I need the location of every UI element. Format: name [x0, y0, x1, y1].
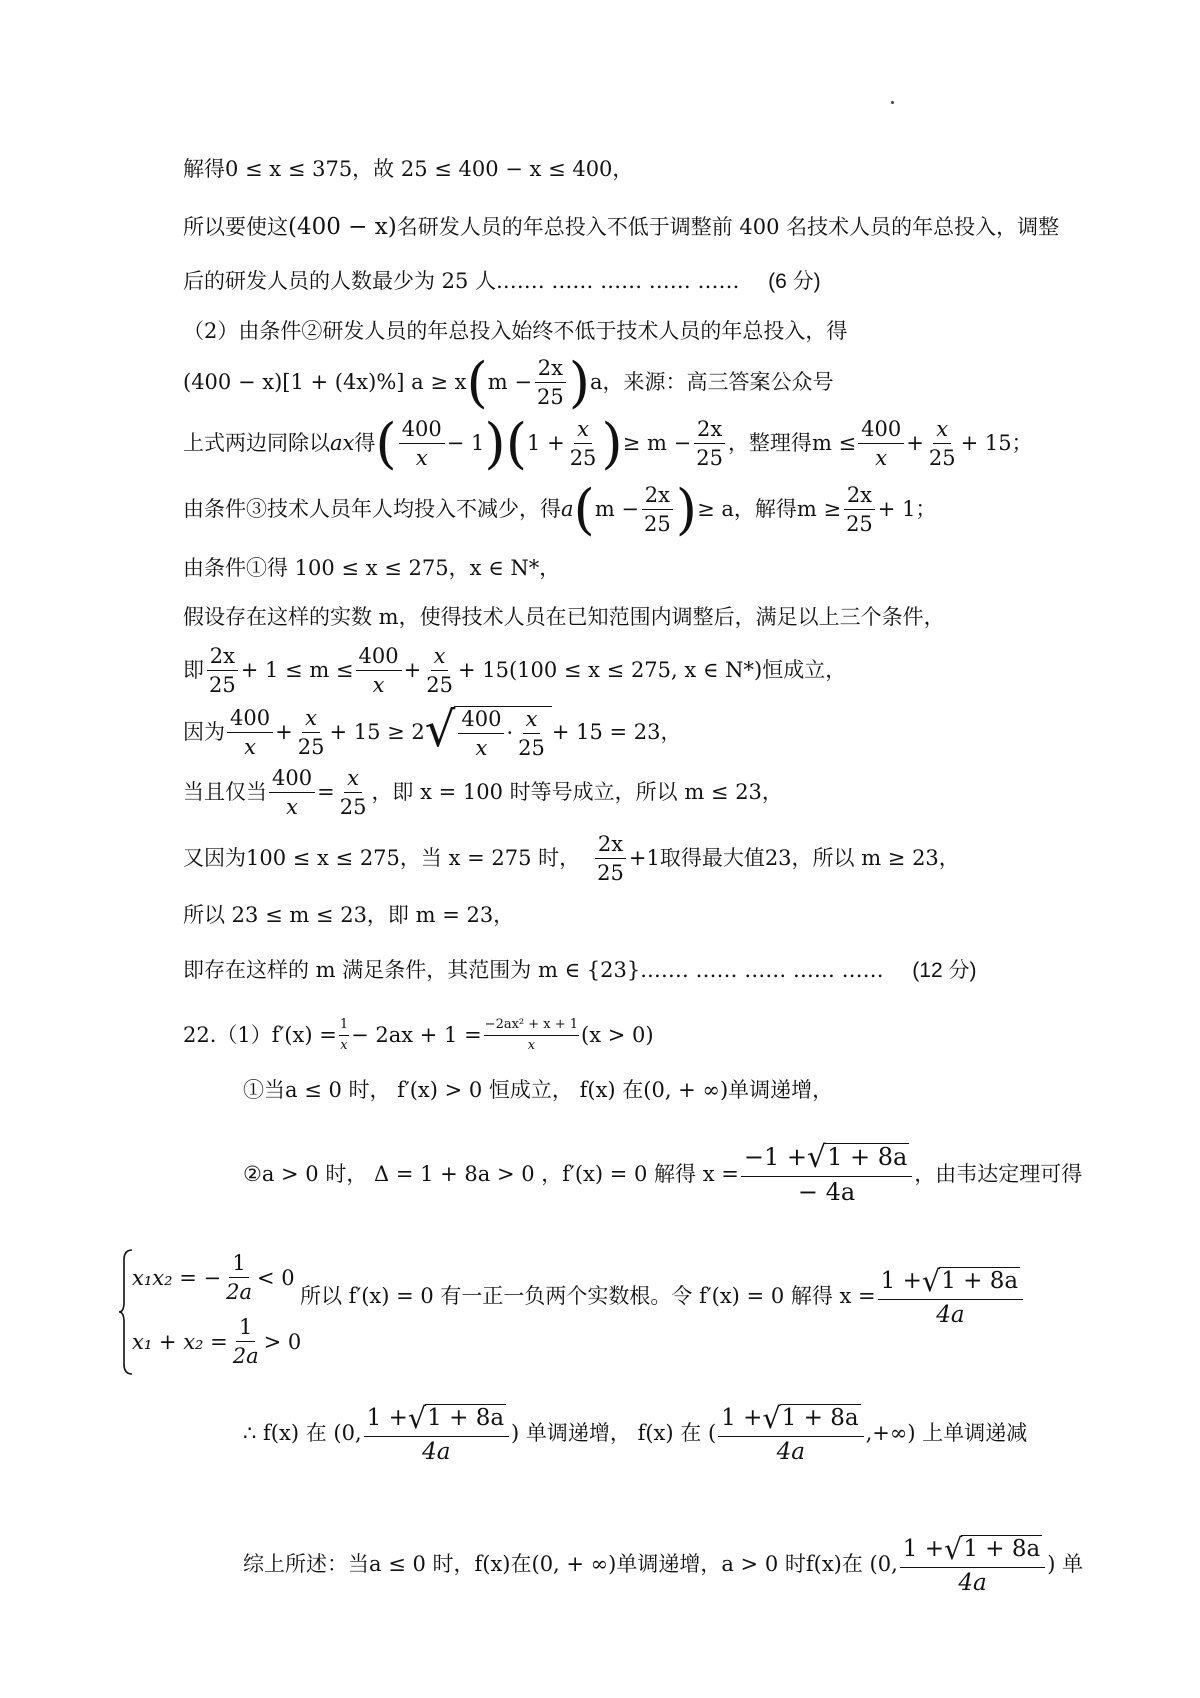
radicand: 1 + 8a	[781, 1405, 859, 1431]
fraction-root-pos	[900, 1532, 1045, 1596]
math-expr: + 15	[457, 658, 509, 683]
math-expr: m −	[487, 370, 532, 395]
numerator: 400	[269, 767, 315, 793]
fraction-2x-25	[843, 484, 876, 535]
fraction-1-2a	[230, 1316, 262, 1367]
text: 当且仅当	[183, 780, 267, 805]
denominator: 25	[569, 446, 597, 471]
line-2	[183, 216, 1059, 239]
text: 即存在这样的 m 满足条件，其范围为 m ∈ {23}.…… …… …… …… ……	[183, 958, 884, 982]
numerator: 1	[339, 1018, 349, 1036]
denominator: 2a	[226, 1280, 252, 1305]
math-expr: < 0	[256, 1265, 295, 1290]
paren-close: )	[568, 349, 591, 414]
denominator: 25	[536, 385, 564, 410]
line-11	[183, 702, 682, 761]
text: ) 单调递增， f(x) 在 (	[511, 1421, 717, 1446]
math-expr: + 15 ≥ 2	[329, 720, 425, 745]
score-12: (12 分)	[912, 959, 977, 982]
paren-close: )	[484, 410, 506, 475]
numerator: 2x	[642, 484, 673, 510]
radical-icon: √	[424, 702, 456, 758]
radicand: 1 + 8a	[941, 1268, 1019, 1294]
numerator: 400	[227, 707, 273, 733]
math-expr: 1 +	[880, 1268, 922, 1295]
numerator: 2x	[694, 418, 725, 444]
numerator: 400	[399, 418, 445, 444]
fraction-400-x	[356, 645, 402, 696]
line-16	[183, 1018, 654, 1052]
denominator: 25	[644, 512, 671, 537]
math-expr: + 15；	[960, 431, 1033, 456]
line-3	[183, 271, 821, 292]
text: +1取得最大值23，所以 m ≥ 23，	[628, 846, 960, 871]
math-expr: + 15 = 23，	[551, 720, 682, 745]
line-12	[183, 767, 783, 818]
equation-product	[132, 1252, 295, 1303]
line-20	[243, 1401, 1028, 1465]
line-1	[183, 159, 633, 180]
denominator: 25	[518, 736, 545, 761]
line-6	[183, 410, 1033, 475]
text: 又因为100 ≤ x ≤ 275，当 x = 275 时，	[183, 846, 581, 871]
denominator: x	[527, 1037, 536, 1053]
denominator: x	[244, 735, 256, 760]
math-expr: x₁ + x₂ =	[132, 1329, 228, 1354]
fraction-root-pos	[718, 1401, 863, 1465]
fraction-400-x	[399, 418, 445, 469]
math-expr: − 2ax + 1 =	[351, 1022, 482, 1047]
fraction-x-25	[567, 418, 600, 469]
denominator: 25	[846, 512, 873, 537]
math-expr: a	[561, 497, 574, 522]
math-expr: +	[275, 720, 293, 745]
line-5	[183, 349, 834, 414]
text: 即	[183, 658, 204, 683]
text: ，整理得	[727, 431, 812, 456]
text: ，由韦达定理可得	[914, 1161, 1083, 1186]
denominator: − 4a	[797, 1178, 856, 1206]
radicand	[454, 706, 552, 759]
math-expr: +	[403, 658, 422, 683]
math-expr: ≥ a	[697, 497, 734, 522]
equation-sum	[132, 1316, 301, 1367]
sqrt-expr	[806, 1140, 909, 1175]
line-7	[183, 476, 937, 541]
math-expr: ≥ m −	[622, 431, 692, 456]
score-6: (6 分)	[768, 270, 821, 293]
numerator: 2x	[207, 645, 238, 671]
paren-open: (	[375, 410, 397, 475]
denominator: x	[875, 446, 888, 471]
fraction-2x-25	[594, 833, 627, 884]
radical-icon: √	[921, 1264, 941, 1298]
paren-open: (	[573, 476, 595, 541]
numerator: −2ax² + x + 1	[484, 1018, 579, 1036]
denominator: 4a	[422, 1438, 451, 1465]
text: 上式两边同除以	[183, 431, 330, 456]
text: 所以要使这	[183, 215, 288, 239]
denominator: x	[372, 673, 385, 698]
paren-close: )	[675, 476, 698, 541]
fraction-quadratic-x	[484, 1018, 579, 1052]
fraction-x-25	[295, 707, 328, 758]
radical-icon: √	[944, 1532, 963, 1566]
text: 由条件①得 100 ≤ x ≤ 275，x ∈ N*，	[183, 556, 561, 580]
numerator: 400	[858, 418, 904, 444]
numerator: 400	[356, 645, 402, 671]
denominator: 4a	[776, 1438, 806, 1465]
numerator	[900, 1532, 1045, 1568]
fraction-root-neg	[741, 1140, 912, 1206]
line-13	[183, 833, 960, 884]
radicand: 1 + 8a	[827, 1143, 908, 1171]
fraction-x-25	[926, 418, 959, 469]
fraction-root-pos	[878, 1264, 1023, 1328]
fraction-1-x	[339, 1018, 349, 1052]
sqrt-expr	[407, 1401, 506, 1435]
denominator: 4a	[936, 1301, 965, 1328]
math-expr: 1 +	[902, 1536, 944, 1563]
text: 假设存在这样的实数 m，使得技术人员在已知范围内调整后，满足以上三个条件，	[183, 605, 945, 629]
sqrt-expr	[424, 702, 552, 761]
fraction-400-x	[858, 418, 904, 469]
text: 得	[354, 431, 376, 456]
numerator: x	[933, 418, 951, 444]
numerator	[364, 1401, 509, 1437]
text: 所以 23 ≤ m ≤ 23，即 m = 23，	[183, 903, 515, 927]
line-10	[183, 645, 846, 696]
math-expr: x₁x₂ = −	[132, 1265, 222, 1290]
text: ,+∞) 上单调递减	[865, 1421, 1028, 1446]
math-expr: ax	[330, 431, 355, 456]
line-21	[243, 1532, 1084, 1596]
sqrt-expr	[921, 1264, 1020, 1298]
vieta-system	[118, 1248, 308, 1376]
denominator: 25	[297, 735, 325, 760]
radical-icon: √	[407, 1401, 427, 1435]
math-expr: + 1 ≤ m ≤	[240, 658, 354, 683]
text: 因为	[183, 720, 225, 745]
numerator	[878, 1264, 1023, 1300]
line-4	[183, 321, 847, 342]
text: （2）由条件②研发人员的年总投入始终不低于技术人员的年总投入，得	[183, 319, 848, 343]
math-expr: (400 − x)[1 + (4x)%] a ≥ x	[183, 370, 467, 395]
denominator: x	[286, 795, 298, 820]
math-expr: (400 − x)	[288, 214, 397, 240]
text: ①当a ≤ 0 时， f′(x) > 0 恒成立， f(x) 在(0, + ∞)单调递增，	[243, 1078, 834, 1102]
denominator: 25	[339, 795, 367, 820]
math-expr: 1 +	[721, 1405, 763, 1432]
numerator: x	[302, 707, 320, 733]
numerator: x	[574, 418, 592, 444]
sqrt-expr	[944, 1532, 1042, 1566]
radicand: 1 + 8a	[963, 1536, 1041, 1562]
sqrt-expr	[762, 1401, 860, 1435]
line-15	[183, 960, 976, 981]
numerator: x	[523, 708, 541, 734]
text: 22.（1）f′(x) =	[183, 1022, 337, 1047]
fraction-1-2a	[223, 1252, 255, 1303]
text: 综上所述：当a ≤ 0 时，f(x)在(0, + ∞)单调递增，a > 0 时f(x)在 (0,	[243, 1552, 898, 1577]
paren-open: (	[505, 410, 528, 475]
text: ∴ f(x) 在 (0,	[243, 1421, 362, 1446]
text: 解得0 ≤ x ≤ 375，故 25 ≤ 400 − x ≤ 400，	[183, 157, 634, 181]
math-expr: + 1；	[877, 497, 937, 522]
line-8	[183, 558, 560, 579]
line-14	[183, 905, 514, 926]
text: 后的研发人员的人数最少为 25 人.…… …… …… …… ……	[183, 269, 740, 293]
fraction-400-x	[269, 767, 315, 818]
math-expr: m ≥	[796, 497, 842, 522]
denominator: 25	[696, 446, 723, 471]
text: a，来源：高三答案公众号	[590, 370, 834, 395]
fraction-x-25	[423, 645, 456, 696]
text: ，解得	[733, 497, 797, 522]
math-expr: − 1	[446, 431, 485, 456]
denominator: 25	[597, 861, 624, 886]
math-expr: m −	[594, 497, 640, 522]
fraction-2x-25	[693, 418, 726, 469]
math-expr: =	[317, 780, 335, 805]
fraction-400-x	[458, 708, 504, 759]
numerator	[718, 1401, 863, 1437]
scan-dot	[891, 101, 894, 104]
math-expr: 1 +	[527, 431, 565, 456]
math-expr: +	[906, 431, 924, 456]
math-expr: > 0	[263, 1329, 302, 1354]
numerator: x	[431, 645, 449, 671]
denominator: 25	[928, 446, 956, 471]
text: ) 单	[1047, 1552, 1084, 1577]
text: 由条件③技术人员年人均投入不减少，得	[183, 497, 561, 522]
line-17	[243, 1080, 833, 1101]
numerator: 1	[236, 1316, 255, 1342]
paren-open: (	[466, 349, 488, 414]
radicand: 1 + 8a	[427, 1405, 505, 1431]
paren-close: )	[601, 410, 623, 475]
line-18	[243, 1140, 1083, 1206]
fraction-2x-25	[206, 645, 239, 696]
denominator: 25	[426, 673, 453, 698]
text: ②a > 0 时， Δ = 1 + 8a > 0 ，f′(x) = 0 解得 x =	[243, 1161, 739, 1186]
fraction-x-25	[515, 708, 548, 759]
math-expr: 1 +	[366, 1405, 408, 1432]
denominator: x	[415, 446, 428, 471]
numerator: 400	[458, 708, 504, 734]
text: 所以 f′(x) = 0 有一正一负两个实数根。令 f′(x) = 0 解得 x =	[300, 1284, 876, 1309]
math-expr: m ≤	[811, 431, 857, 456]
math-expr: (x > 0)	[581, 1022, 654, 1047]
line-19	[300, 1264, 1025, 1328]
text: 名研发人员的年总投入不低于调整前 400 名技术人员的年总投入，调整	[396, 215, 1060, 239]
math-expr: ·	[506, 721, 514, 746]
radical-icon: √	[762, 1401, 781, 1435]
fraction-2x-25	[641, 484, 674, 535]
math-expr: −1 +	[743, 1143, 807, 1172]
numerator: 2x	[535, 357, 566, 383]
denominator: x	[475, 736, 488, 761]
fraction-root-pos	[364, 1401, 509, 1465]
denominator: 2a	[232, 1344, 259, 1369]
text: (100 ≤ x ≤ 275, x ∈ N*)恒成立，	[508, 658, 847, 683]
text: ，即 x = 100 时等号成立，所以 m ≤ 23，	[371, 780, 783, 805]
fraction-400-x	[227, 707, 273, 758]
radical-icon: √	[806, 1140, 827, 1175]
denominator: 25	[209, 673, 236, 698]
numerator: 2x	[595, 833, 626, 859]
numerator	[741, 1140, 912, 1177]
fraction-2x-25	[534, 357, 567, 408]
denominator: x	[340, 1037, 348, 1053]
denominator: 4a	[958, 1569, 987, 1596]
numerator: x	[344, 767, 362, 793]
numerator: 1	[229, 1252, 248, 1278]
numerator: 2x	[844, 484, 875, 510]
fraction-x-25	[337, 767, 370, 818]
line-9	[183, 607, 945, 628]
